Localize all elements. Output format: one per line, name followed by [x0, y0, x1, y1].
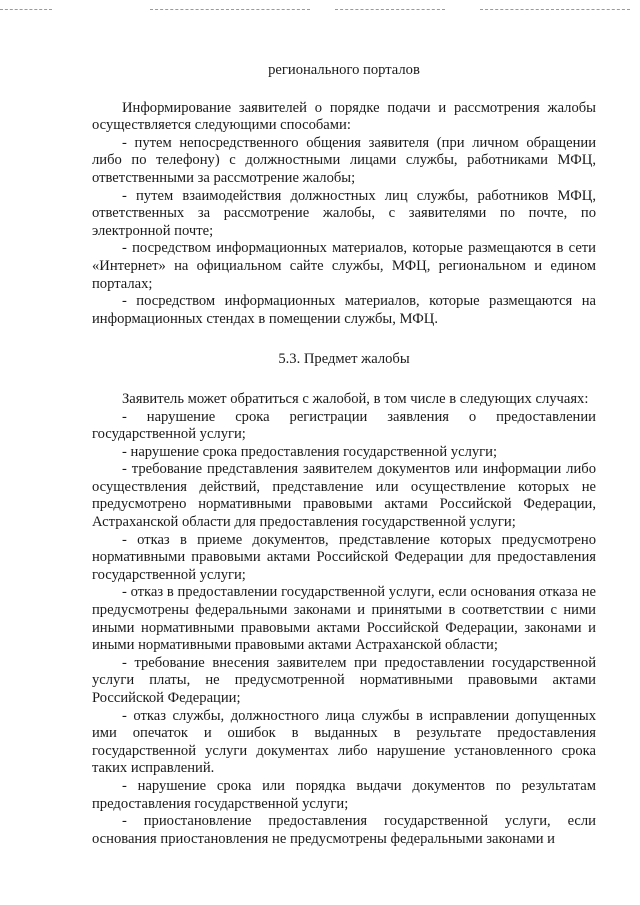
complaint-subject-block: [92, 391, 596, 848]
list-item: - требование представления заявителем документов или информации либо осуществления действий, представление или осуществление которых не предусмотрено нормативными правовыми актами Российской Федерации, Астраханской области для предоставления государственной услуги;: [92, 461, 596, 531]
list-item: - отказ службы, должностного лица службы в исправлении допущенных ими опечаток и ошибок в выданных в результате предоставления государственной услуги документах либо нарушение установленного срока таких исправлений.: [92, 707, 596, 777]
list-item: - путем взаимодействия должностных лиц службы, работников МФЦ, ответственных за рассмотрение жалобы, с заявителями по почте, по электронной почте;: [92, 187, 596, 239]
list-item: - нарушение срока регистрации заявления о предоставлении государственной услуги;: [92, 408, 596, 443]
scan-edge-line: [335, 9, 445, 10]
list-item: - отказ в приеме документов, представление которых предусмотрено нормативными правовыми актами Российской Федерации для предоставления государственной услуги;: [92, 531, 596, 583]
list-item: - посредством информационных материалов, которые размещаются в сети «Интернет» на официальном сайте службы, МФЦ, региональном и едином порталах;: [92, 240, 596, 292]
list-item: - посредством информационных материалов, которые размещаются на информационных стендах в помещении службы, МФЦ.: [92, 293, 596, 327]
intro-block: [92, 100, 596, 329]
list-item: - приостановление предоставления государственной услуги, если основания приостановления не предусмотрены федеральными законами и: [92, 813, 596, 847]
scan-edge-line: [0, 9, 52, 10]
list-item: - нарушение срока предоставления государственной услуги;: [122, 443, 498, 460]
scan-edge-line: [480, 9, 630, 10]
intro-paragraph: Информирование заявителей о порядке подачи и рассмотрения жалобы осуществляется следующими способами:: [92, 99, 596, 134]
list-item: - нарушение срока или порядка выдачи документов по результатам предоставления государственной услуги;: [92, 777, 596, 812]
section-heading-continued: регионального порталов: [268, 62, 420, 78]
scan-edge-line: [150, 9, 310, 10]
section-title: 5.3. Предмет жалобы: [278, 351, 410, 368]
document-page: [92, 62, 596, 848]
list-item: - путем непосредственного общения заявителя (при личном обращении либо по телефону) с должностными лицами службы, работниками МФЦ, ответственными за рассмотрение жалобы;: [92, 134, 596, 186]
list-item: - требование внесения заявителем при предоставлении государственной услуги платы, не предусмотренной нормативными правовыми актами Российской Федерации;: [92, 654, 596, 706]
body-paragraph: Заявитель может обратиться с жалобой, в том числе в следующих случаях:: [122, 390, 589, 407]
list-item: - отказ в предоставлении государственной услуги, если основания отказа не предусмотрены федеральными законами и принятыми в соответствии с ними иными нормативными правовыми актами Российской Федерации, законами и иными нормативными правовыми актами Астраханской области;: [92, 584, 596, 654]
